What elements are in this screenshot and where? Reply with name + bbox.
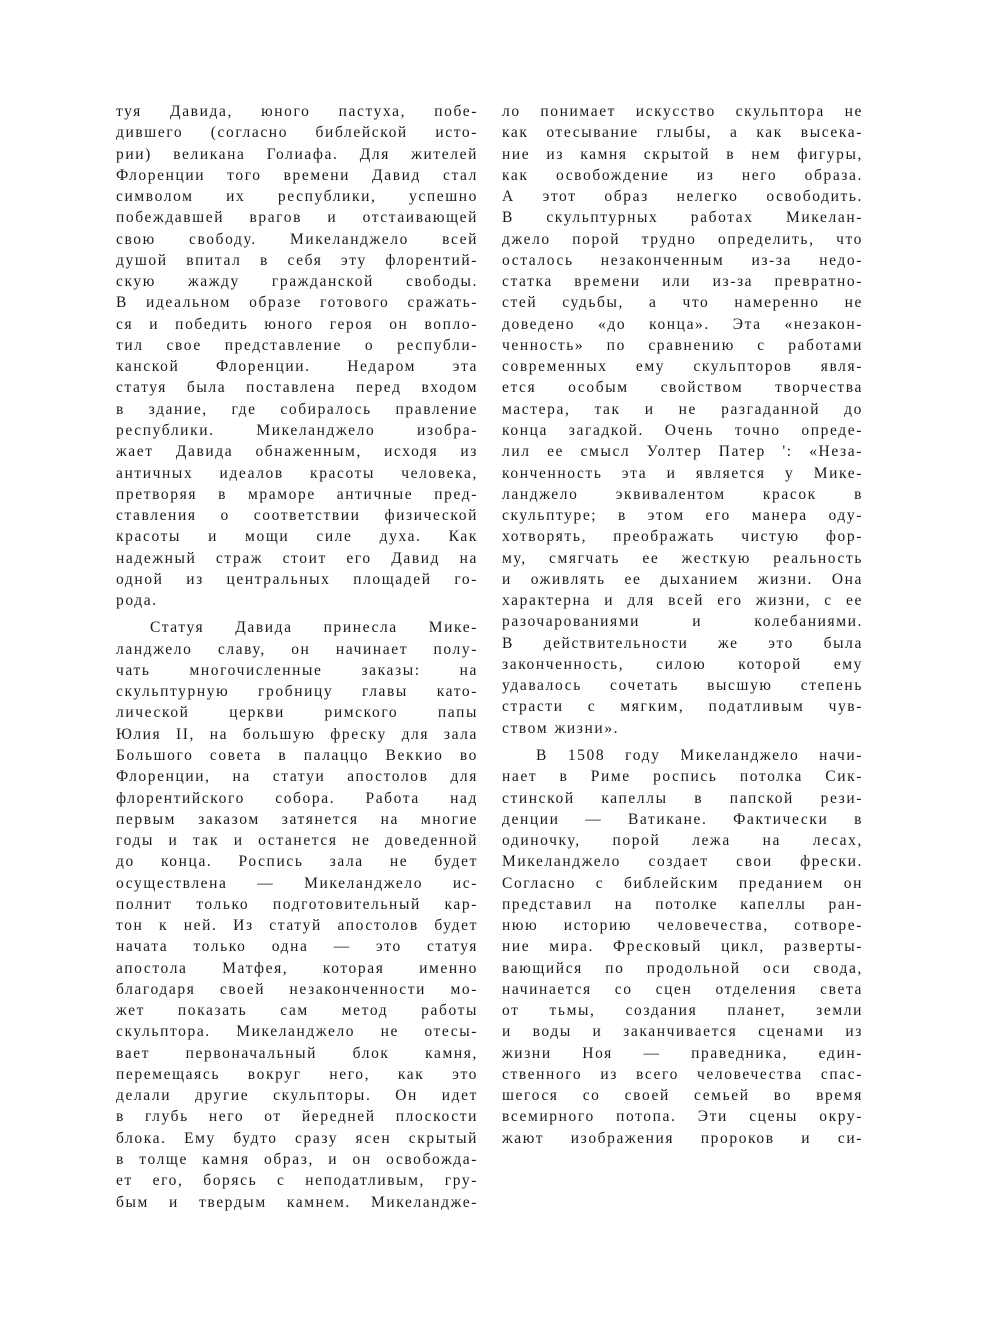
text-line: мастера, так и не разгаданной до [502,400,863,418]
text-line: удавалось сочетать высшую степень [502,677,863,695]
text-line: скульптурную гробницу главы като- [116,683,478,701]
text-line: лил ее смысл Уолтер Патер ': «Неза- [502,443,863,461]
text-line: конца загадкой. Очень точно опреде- [502,421,863,439]
text-line: одной из центральных площадей го- [116,570,478,588]
text-line: полнит только подготовительный кар- [116,895,478,913]
text-line: ставления о соответствии физической [116,507,478,525]
text-line: жают изображения пророков и си- [502,1129,863,1147]
text-line: джело порой трудно определить, что [502,230,863,248]
text-line: скульптуре; в этом его манера оду- [502,507,863,525]
text-line: бым и твердым камнем. Микеландже- [116,1193,478,1211]
text-line: жет показать сам метод работы [116,1002,478,1020]
text-line: туя Давида, юного пастуха, побе- [116,103,478,120]
text-line: рии) великана Голиафа. Для жителей [116,145,478,163]
text-line: разочарованиями и колебаниями. [502,613,863,631]
text-line: осталось незаконченным из-за недо- [502,251,863,269]
text-line: красоты и мощи силе духа. Как [116,528,478,546]
text-line: В идеальном образе готового сражать- [116,294,478,312]
text-line: ние мира. Фресковый цикл, разверты- [502,938,863,956]
text-line: канской Флоренции. Недаром эта [116,358,478,376]
text-line: нает в Риме роспись потолка Сик- [502,768,863,786]
text-line: претворяя в мраморе античные пред- [116,485,478,503]
text-line: Согласно с библейским преданием он [502,874,863,892]
text-line: Микеланджело создает свои фрески. [502,853,863,871]
text-line: Статуя Давида принесла Мике- [150,619,478,637]
text-line: нюю историю человечества, сотворе- [502,917,863,935]
text-line: флорентийского собора. Работа над [116,789,478,807]
text-line: начата только одна — это статуя [116,938,478,956]
text-line: законченность, силою которой ему [502,655,863,673]
text-line: побеждавшей врагов и отстаивающей [116,209,478,227]
paragraph [502,739,863,1149]
text-line: денции — Ватикане. Фактически в [502,810,863,828]
text-line: чать многочисленные заказы: на [116,661,478,679]
text-line: вающийся по продольной оси свода, [502,959,863,977]
text-line: Юлия II, на большую фреску для зала [116,725,478,743]
text-line: Флоренции того времени Давид стал [116,166,478,184]
text-line: конченность эта и является у Мике- [502,464,863,482]
text-line: характерна и для всей его жизни, с ее [502,592,863,610]
text-line: ством жизни». [502,719,620,737]
text-line: шегося со своей семьей во время [502,1087,863,1105]
text-line: тон к ней. Из статуй апостолов будет [116,917,478,935]
text-line: и оживлять ее дыханием жизни. Она [502,570,863,588]
text-line: апостола Матфея, которая именно [116,959,478,977]
text-line: стей судьбы, а что намеренно не [502,294,863,312]
text-line: представил на потолке капеллы ран- [502,895,863,913]
text-line: одиночку, порой лежа на лесах, [502,832,863,850]
text-line: символом их республики, успешно [116,188,478,206]
text-line: ло понимает искусство скульптора не [502,103,863,120]
text-line: Флоренции, на статуи апостолов для [116,768,478,786]
text-line: античных идеалов красоты человека, [116,464,478,482]
text-line: начинается со сцен отделения света [502,980,863,998]
text-line: свою свободу. Микеланджело всей [116,230,478,248]
text-line: страсти с мягким, податливым чув- [502,698,863,716]
text-line: скую жажду гражданской свободы. [116,273,478,291]
text-line: современных ему скульпторов явля- [502,358,863,376]
text-line: доведено «до конца». Эта «незакон- [502,315,863,333]
text-line: ланджело славу, он начинает полу- [116,640,478,658]
text-line: В скульптурных работах Микелан- [502,209,863,227]
text-line: стинской капеллы в папской рези- [502,789,863,807]
text-line: годы и так и останется не доведенной [116,832,478,850]
text-line: А этот образ нелегко освободить. [502,188,863,206]
text-line: в глубь него от йередней плоскости [116,1108,478,1126]
text-line: ланджело эквивалентом красок в [502,485,863,503]
text-line: осуществлена — Микеланджело ис- [116,874,478,892]
text-line: от тьмы, создания планет, земли [502,1002,863,1020]
text-line: первым заказом затянется на многие [116,810,478,828]
text-line: ет его, борясь с неподатливым, гру- [116,1172,478,1190]
text-line: хотворять, преображать чистую фор- [502,528,863,546]
text-line: ется особым свойством творчества [502,379,863,397]
text-line: статуя была поставлена перед входом [116,379,478,397]
text-line: надежный страж стоит его Давид на [116,549,478,567]
text-line: до конца. Роспись зала не будет [116,853,478,871]
text-line: жает Давида обнаженным, исходя из [116,443,478,461]
text-line: вает первоначальный блок камня, [116,1044,478,1062]
text-line: статка времени или из-за превратно- [502,273,863,291]
text-line: дившего (согласно библейской исто- [116,124,478,142]
text-line: как освобождение из него образа. [502,166,863,184]
text-line: в здание, где собиралось правление [116,400,478,418]
text-line: перемещаясь вокруг него, как это [116,1065,478,1083]
text-line: жизни Ноя — праведника, един- [502,1044,863,1062]
text-line: ственного из всего человечества спас- [502,1065,863,1083]
paragraph [116,611,478,1212]
text-line: блока. Ему будто сразу ясен скрытый [116,1129,478,1147]
paragraph [116,101,478,611]
text-line: тил свое представление о республи- [116,336,478,354]
text-line: му, смягчать ее жесткую реальность [502,549,863,567]
text-line: ся и победить юного героя он вопло- [116,315,478,333]
text-line: рода. [116,592,158,610]
text-line: в толще камня образ, и он освобожда- [116,1151,478,1169]
text-line: душой впитал в себя эту флорентий- [116,251,478,269]
paragraph [502,101,863,739]
text-line: В 1508 году Микеланджело начи- [536,746,863,764]
text-line: Большого совета в палаццо Веккио во [116,746,478,764]
text-line: и воды и заканчивается сценами из [502,1023,863,1041]
text-line: В действительности же это была [502,634,863,652]
text-line: делали другие скульпторы. Он идет [116,1087,478,1105]
text-line: как отесывание глыбы, а как высека- [502,124,863,142]
text-line: лической церкви римского папы [116,704,478,722]
text-column-left [116,101,478,1213]
text-line: всемирного потопа. Эти сцены окру- [502,1108,863,1126]
text-column-right [502,101,863,1149]
text-line: благодаря своей незаконченности мо- [116,980,478,998]
text-line: ченность» по сравнению с работами [502,336,863,354]
text-line: республики. Микеланджело изобра- [116,421,478,439]
text-line: ние из камня скрытой в нем фигуры, [502,145,863,163]
text-line: скульптора. Микеланджело не отесы- [116,1023,478,1041]
